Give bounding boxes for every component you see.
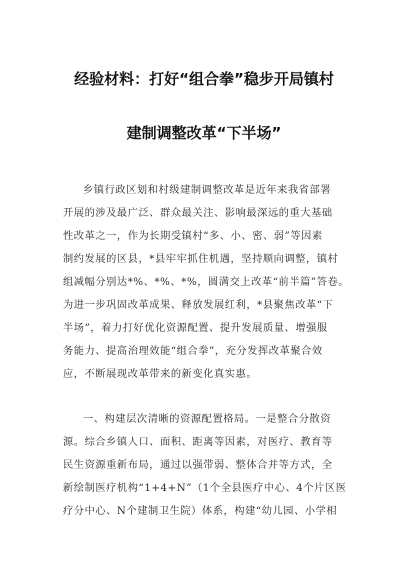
paragraph-line: 制约发展的区县，*县牢牢抓住机遇，坚持顺向调整，镇村 (63, 254, 339, 265)
paragraph-line: 为进一步巩固改革成果、释放发展红利，*县聚焦改革“下 (63, 300, 334, 311)
paragraph-line: 开展的涉及最广泛、群众最关注、影响最深远的重大基础 (63, 208, 333, 219)
document-title-line-1: 经验材料：打好“组合拳”稳步开局镇村 (74, 70, 334, 88)
paragraph-line: 源。综合乡镇人口、面积、距离等因素，对医疗、教育等 (63, 437, 333, 448)
paragraph-line: 组减幅分别达*%、*%、*%，圆满交上改革“前半篇”答卷。 (63, 277, 350, 288)
paragraph-line: 半场”，着力打好优化资源配置、提升发展质量、增强服 (63, 323, 328, 334)
paragraph-line: 新绘制医疗机构“1+4+N”（1个全县医疗中心、4个片区医 (63, 483, 347, 494)
paragraph-line: 务能力、提高治理效能“组合拳”，充分发挥改革聚合效 (63, 346, 323, 357)
paragraph-line: 乡镇行政区划和村级建制调整改革是近年来我省部署 (83, 185, 332, 196)
paragraph-line: 应，不断展现改革带来的新变化真实惠。 (63, 369, 258, 380)
paragraph-line: 民生资源重新布局，通过以强带弱、整体合并等方式，全 (63, 460, 333, 471)
document-title-line-2: 建制调整改革“下半场” (126, 124, 282, 142)
paragraph-line: 疗分中心、N个建制卫生院）体系，构建“幼儿园、小学相 (63, 506, 338, 517)
paragraph-line: 性改革之一，作为长期受镇村“多、小、密、弱”等因素 (63, 231, 323, 242)
paragraph-line: 一、构建层次清晰的资源配置格局。一是整合分散资 (83, 414, 332, 425)
